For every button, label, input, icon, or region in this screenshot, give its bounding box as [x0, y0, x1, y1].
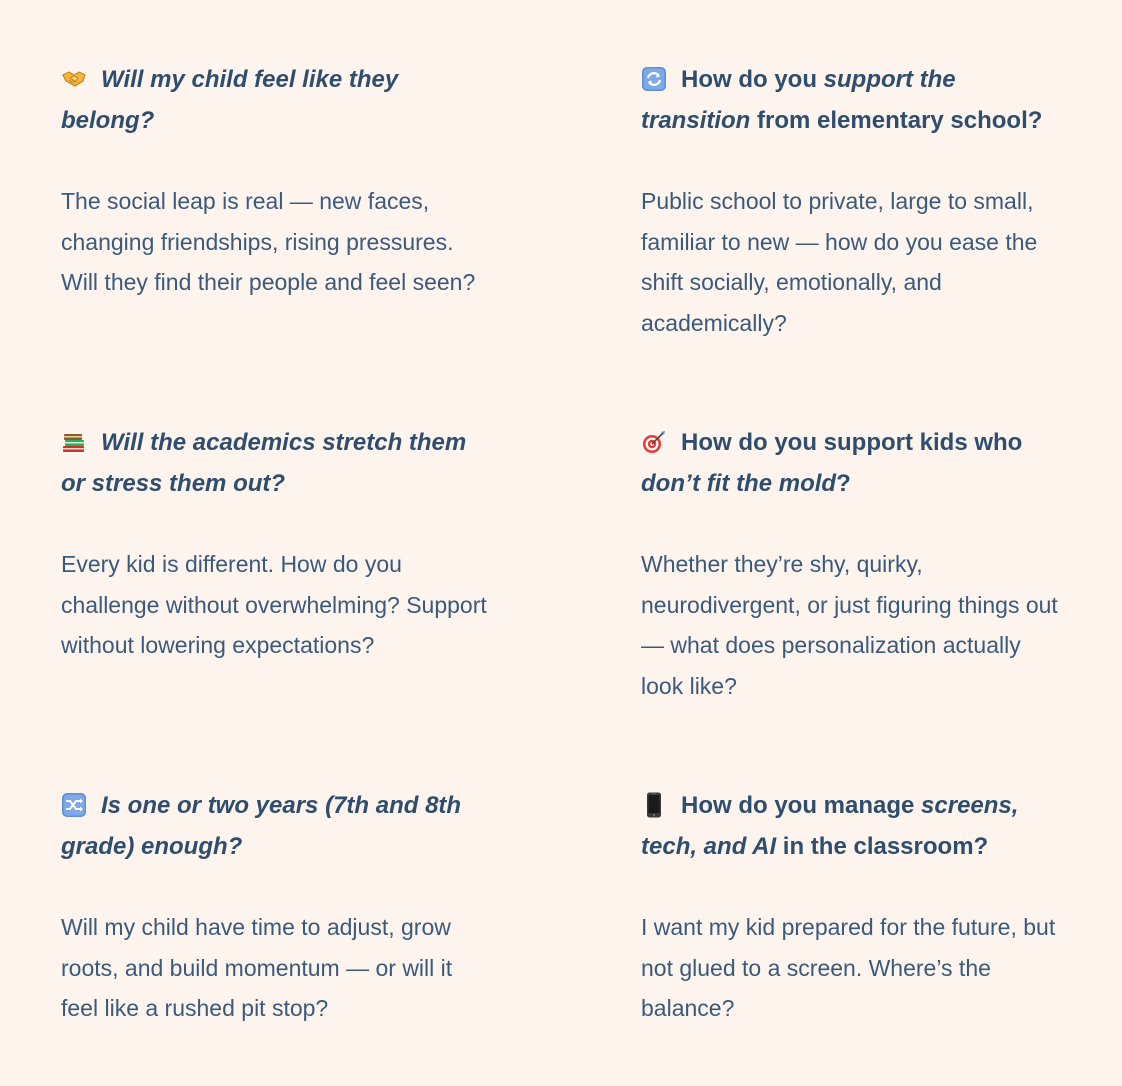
books-icon: [61, 428, 87, 454]
faq-card-transition: [641, 60, 1066, 423]
faq-heading: How do you manage screens, tech, and AI in the classroom?: [641, 792, 1019, 860]
faq-body: Whether they’re shy, quirky, neurodivergent, or just figuring things out — what does personalization actually look like?: [641, 551, 1058, 699]
faq-card-academics: [61, 423, 491, 786]
faq-heading: Is one or two years (7th and 8th grade) enough?: [61, 792, 462, 860]
faq-heading: How do you support kids who don’t fit the mold?: [641, 429, 1023, 497]
faq-card-fit-the-mold: [641, 423, 1066, 786]
faq-card-belong: [61, 60, 491, 423]
faq-body: I want my kid prepared for the future, but not glued to a screen. Where’s the balance?: [641, 914, 1056, 1021]
faq-grid: [61, 60, 1081, 1086]
faq-body: Every kid is different. How do you challenge without overwhelming? Support without lowering expectations?: [61, 551, 487, 658]
faq-heading: Will my child feel like they belong?: [61, 66, 399, 134]
mobile-phone-icon: [641, 791, 667, 817]
cycle-arrows-icon: [641, 65, 667, 91]
faq-body: Public school to private, large to small, familiar to new — how do you ease the shift socially, emotionally, and academically?: [641, 188, 1038, 336]
target-icon: [641, 428, 667, 454]
handshake-icon: [61, 65, 87, 91]
faq-heading: Will the academics stretch them or stress them out?: [61, 429, 467, 497]
faq-heading: How do you support the transition from elementary school?: [641, 66, 1043, 134]
faq-card-years: [61, 786, 491, 1086]
faq-body: The social leap is real — new faces, changing friendships, rising pressures. Will they find their people and feel seen?: [61, 188, 476, 295]
shuffle-icon: [61, 791, 87, 817]
faq-card-screens: [641, 786, 1066, 1086]
faq-body: Will my child have time to adjust, grow roots, and build momentum — or will it feel like a rushed pit stop?: [61, 914, 453, 1021]
